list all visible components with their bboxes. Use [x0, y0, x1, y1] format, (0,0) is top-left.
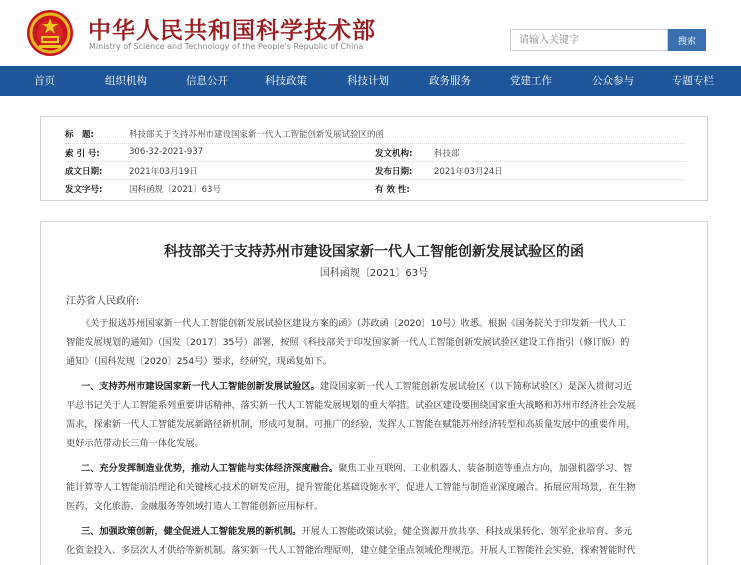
- paragraph-line: 《关于报送苏州国家新一代人工智能创新发展试验区建设方案的函》（苏政函〔2020〕10号）收悉。根据《国务院关于印发新一代人工: [81, 318, 626, 329]
- paragraph-lead: 三、加强政策创新，健全促进人工智能发展的新机制。: [81, 526, 302, 537]
- paragraph-line: 医药、文化旅游、金融服务等领域打造人工智能创新应用标杆。: [66, 501, 324, 512]
- article-greeting: 江苏省人民政府:: [66, 296, 140, 307]
- meta-divider: [65, 161, 685, 162]
- meta-docno-label: 发文字号:: [65, 185, 103, 195]
- nav-item-policy[interactable]: 科技政策: [265, 75, 307, 87]
- meta-docno-value: 国科函规〔2021〕63号: [129, 185, 221, 195]
- paragraph-line: [81, 523, 632, 537]
- meta-divider: [65, 179, 685, 180]
- meta-index-value: 306-32-2021-937: [129, 147, 204, 157]
- article-title: 科技部关于支持苏州市建设国家新一代人工智能创新发展试验区的函: [164, 244, 584, 260]
- paragraph-line: 更好示范带动长三角一体化发展。: [66, 438, 204, 449]
- search-input[interactable]: [510, 29, 668, 51]
- nav-item-home[interactable]: 首页: [34, 75, 55, 87]
- paragraph-line: 智能发展规划的通知》（国发〔2017〕35号）部署，按照《科技部关于印发国家新一代人工智能创新发展试验区建设工作指引（修订版）的: [66, 337, 630, 348]
- article-body: [40, 221, 708, 565]
- meta-created-value: 2021年03月19日: [129, 167, 198, 177]
- paragraph-line: 需求，探索新一代人工智能发展新路径新机制，形成可复制、可推广的经验，发挥人工智能在赋能苏州经济转型和高质量发展中的重要作用，: [66, 419, 636, 430]
- nav-item-services[interactable]: 政务服务: [429, 75, 471, 87]
- site-header: [0, 0, 741, 66]
- nav-item-public[interactable]: 公众参与: [592, 75, 634, 87]
- paragraph-line: [81, 378, 632, 392]
- paragraph-text: 开展人工智能政策试验，健全资源开放共享、科技成果转化、领军企业培育、多元: [301, 526, 633, 537]
- nav-item-special[interactable]: 专题专栏: [672, 75, 714, 87]
- paragraph-lead: 二、充分发挥制造业优势，推动人工智能与实体经济深度融合。: [81, 463, 339, 474]
- paragraph-line: 平总书记关于人工智能系列重要讲话精神、落实新一代人工智能发展规划的重大举措。试验区建设要围绕国家重大战略和苏州市经济社会发展: [66, 400, 636, 411]
- paragraph-line: 能计算等人工智能前沿理论和关键核心技术的研发应用，提升智能化基础设施水平，促进人工智能与制造业深度融合。拓展应用场景，在生物: [66, 482, 636, 493]
- nav-item-plan[interactable]: 科技计划: [347, 75, 389, 87]
- nav-item-organization[interactable]: 组织机构: [105, 75, 147, 87]
- main-nav: [0, 66, 741, 96]
- meta-org-label: 发文机构:: [375, 149, 413, 159]
- meta-org-value: 科技部: [434, 149, 460, 159]
- meta-divider: [65, 143, 685, 144]
- meta-title-value: 科技部关于支持苏州市建设国家新一代人工智能创新发展试验区的函: [129, 130, 385, 140]
- nav-item-info-public[interactable]: 信息公开: [186, 75, 228, 87]
- article-doc-number: 国科函规〔2021〕63号: [319, 268, 429, 279]
- paragraph-lead: 一、支持苏州市建设国家新一代人工智能创新发展试验区。: [81, 381, 320, 392]
- site-subtitle: Ministry of Science and Technology of the People's Republic of China: [89, 42, 364, 51]
- paragraph-line: [81, 460, 632, 474]
- meta-created-label: 成文日期:: [65, 167, 103, 177]
- paragraph-line: 通知》（国科发规〔2020〕254号）要求，经研究，现函复如下。: [66, 356, 333, 367]
- meta-published-label: 发布日期:: [375, 167, 413, 177]
- national-emblem-icon[interactable]: [26, 9, 74, 57]
- paragraph-text: 聚焦工业互联网、工业机器人、装备制造等重点方向，加强机器学习、智: [338, 463, 633, 474]
- nav-item-party[interactable]: 党建工作: [510, 75, 552, 87]
- paragraph-line: 化资金投入、多层次人才供给等新机制。落实新一代人工智能治理原则，建立健全重点领域伦理规范。开展人工智能社会实验，探索智能时代: [66, 545, 636, 556]
- meta-index-label: 索 引 号:: [65, 149, 100, 159]
- meta-published-value: 2021年03月24日: [434, 167, 503, 177]
- site-title[interactable]: 中华人民共和国科学技术部: [88, 18, 376, 44]
- meta-title-label: 标 题:: [65, 130, 94, 140]
- paragraph-text: 建设国家新一代人工智能创新发展试验区（以下简称试验区）是深入贯彻习近: [319, 381, 633, 392]
- meta-valid-label: 有 效 性:: [375, 185, 410, 195]
- search-button[interactable]: 搜索: [668, 29, 706, 51]
- document-metadata: [40, 116, 708, 201]
